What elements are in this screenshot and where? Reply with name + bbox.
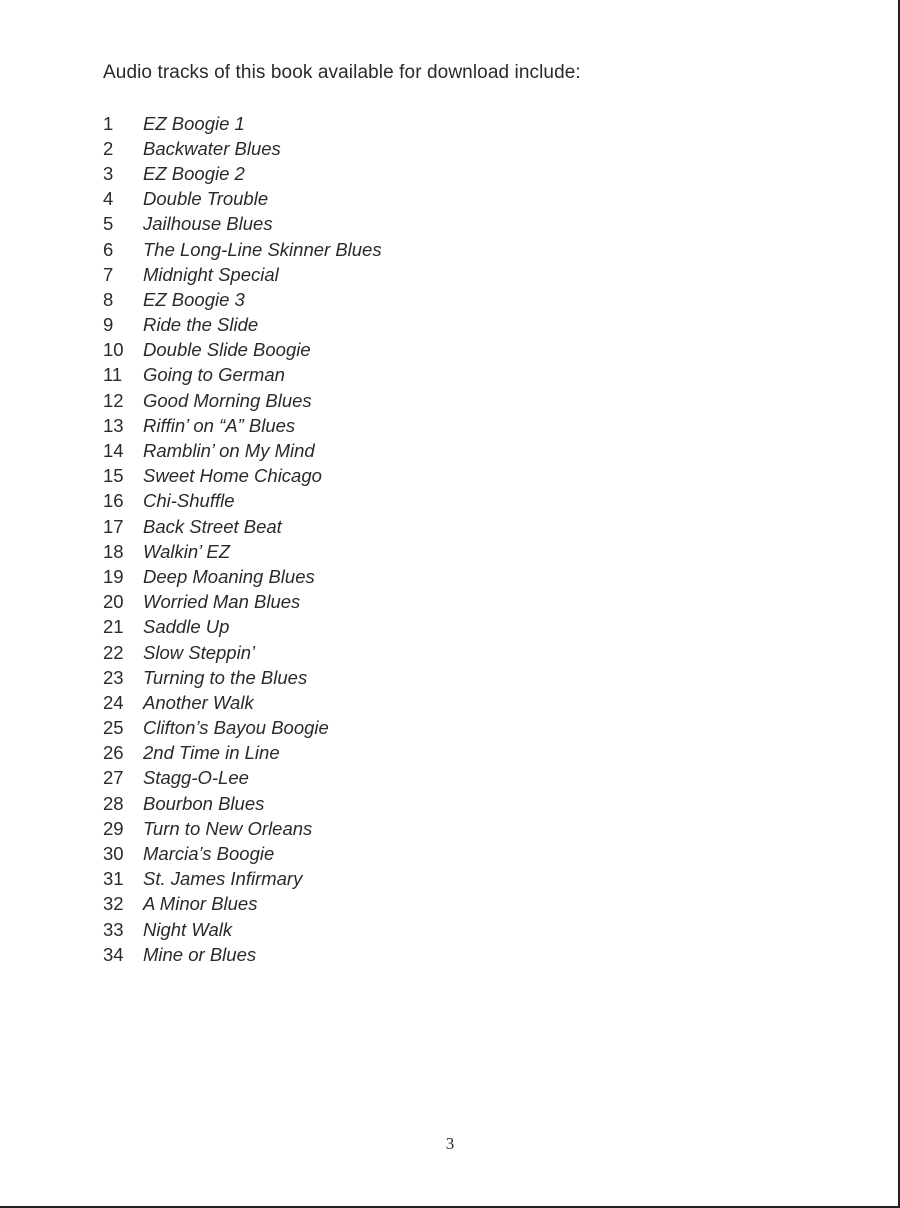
track-title: Chi-Shuffle: [143, 490, 235, 512]
track-row: [103, 917, 382, 942]
track-number: 31: [103, 868, 124, 890]
track-row: [103, 287, 382, 312]
track-number: 16: [103, 490, 124, 512]
track-title: Walkin’ EZ: [143, 540, 231, 562]
track-number: 11: [103, 364, 123, 386]
track-title: Clifton’s Bayou Boogie: [143, 717, 329, 739]
track-number: 7: [103, 263, 114, 285]
track-row: [103, 665, 382, 690]
track-number: 23: [103, 666, 124, 688]
track-number: 2: [103, 137, 114, 159]
track-row: [103, 791, 382, 816]
track-title: Night Walk: [143, 918, 233, 940]
track-number: 21: [103, 616, 124, 638]
track-title: Midnight Special: [143, 263, 279, 285]
track-title: Sweet Home Chicago: [143, 465, 322, 487]
track-number: 34: [103, 943, 124, 965]
track-title: EZ Boogie 1: [143, 112, 245, 134]
track-title: Back Street Beat: [143, 515, 282, 537]
track-number: 22: [103, 641, 124, 663]
track-title: Marcia’s Boogie: [143, 843, 275, 865]
track-row: [103, 564, 382, 589]
track-row: [103, 766, 382, 791]
track-number: 5: [103, 213, 114, 235]
track-number: 29: [103, 817, 124, 839]
track-row: [103, 841, 382, 866]
track-number: 8: [103, 288, 114, 310]
track-row: [103, 716, 382, 741]
track-title: Ramblin’ on My Mind: [143, 440, 315, 462]
track-number: 20: [103, 591, 124, 613]
track-number: 25: [103, 717, 124, 739]
track-row: [103, 136, 382, 161]
track-title: Turn to New Orleans: [143, 817, 313, 839]
track-title: EZ Boogie 3: [143, 288, 245, 310]
track-title: Ride the Slide: [143, 314, 259, 336]
track-title: Worried Man Blues: [143, 591, 301, 613]
track-row: [103, 867, 382, 892]
track-row: [103, 313, 382, 338]
track-row: [103, 464, 382, 489]
page-number: 3: [445, 1134, 455, 1153]
track-row: [103, 539, 382, 564]
track-number: 32: [103, 893, 124, 915]
track-title: Bourbon Blues: [143, 792, 265, 814]
track-row: [103, 237, 382, 262]
track-title: Slow Steppin’: [143, 641, 256, 663]
track-title: Riffin’ on “A” Blues: [143, 414, 296, 436]
track-title: Jailhouse Blues: [143, 213, 273, 235]
track-title: St. James Infirmary: [143, 868, 303, 890]
track-number: 4: [103, 188, 114, 210]
track-title: Turning to the Blues: [143, 666, 308, 688]
track-title: Double Trouble: [143, 188, 269, 210]
track-row: [103, 438, 382, 463]
track-row: [103, 161, 382, 186]
track-number: 1: [103, 112, 114, 134]
track-title: Good Morning Blues: [143, 389, 312, 411]
track-row: [103, 262, 382, 287]
track-number: 15: [103, 465, 124, 487]
track-title: EZ Boogie 2: [143, 162, 245, 184]
track-number: 17: [103, 515, 124, 537]
track-number: 12: [103, 389, 124, 411]
track-title: 2nd Time in Line: [143, 742, 280, 764]
track-row: [103, 615, 382, 640]
track-number: 13: [103, 414, 124, 436]
track-number: 18: [103, 540, 124, 562]
track-row: [103, 338, 382, 363]
track-title: Going to German: [143, 364, 285, 386]
track-row: [103, 413, 382, 438]
track-title: The Long-Line Skinner Blues: [143, 238, 382, 260]
track-title: Double Slide Boogie: [143, 339, 311, 361]
track-title: A Minor Blues: [143, 893, 258, 915]
track-title: Backwater Blues: [143, 137, 281, 159]
track-row: [103, 489, 382, 514]
track-number: 28: [103, 792, 124, 814]
track-number: 6: [103, 238, 114, 260]
track-number: 19: [103, 565, 124, 587]
track-row: [103, 892, 382, 917]
intro-text: Audio tracks of this book available for download include:: [103, 62, 581, 83]
track-row: [103, 111, 382, 136]
track-row: [103, 816, 382, 841]
track-title: Saddle Up: [143, 616, 230, 638]
track-number: 30: [103, 843, 124, 865]
track-row: [103, 212, 382, 237]
track-number: 26: [103, 742, 124, 764]
track-row: [103, 590, 382, 615]
track-row: [103, 741, 382, 766]
track-number: 27: [103, 767, 124, 789]
track-number: 10: [103, 339, 124, 361]
track-title: Stagg-O-Lee: [143, 767, 249, 789]
track-number: 33: [103, 918, 124, 940]
track-row: [103, 942, 382, 967]
track-list: [103, 111, 382, 967]
track-row: [103, 363, 382, 388]
track-row: [103, 187, 382, 212]
track-title: Deep Moaning Blues: [143, 565, 315, 587]
track-title: Another Walk: [143, 691, 254, 713]
track-row: [103, 640, 382, 665]
track-row: [103, 690, 382, 715]
track-number: 3: [103, 162, 114, 184]
track-number: 14: [103, 440, 124, 462]
track-row: [103, 388, 382, 413]
track-title: Mine or Blues: [143, 943, 257, 965]
track-number: 9: [103, 314, 114, 336]
track-row: [103, 514, 382, 539]
track-number: 24: [103, 691, 124, 713]
